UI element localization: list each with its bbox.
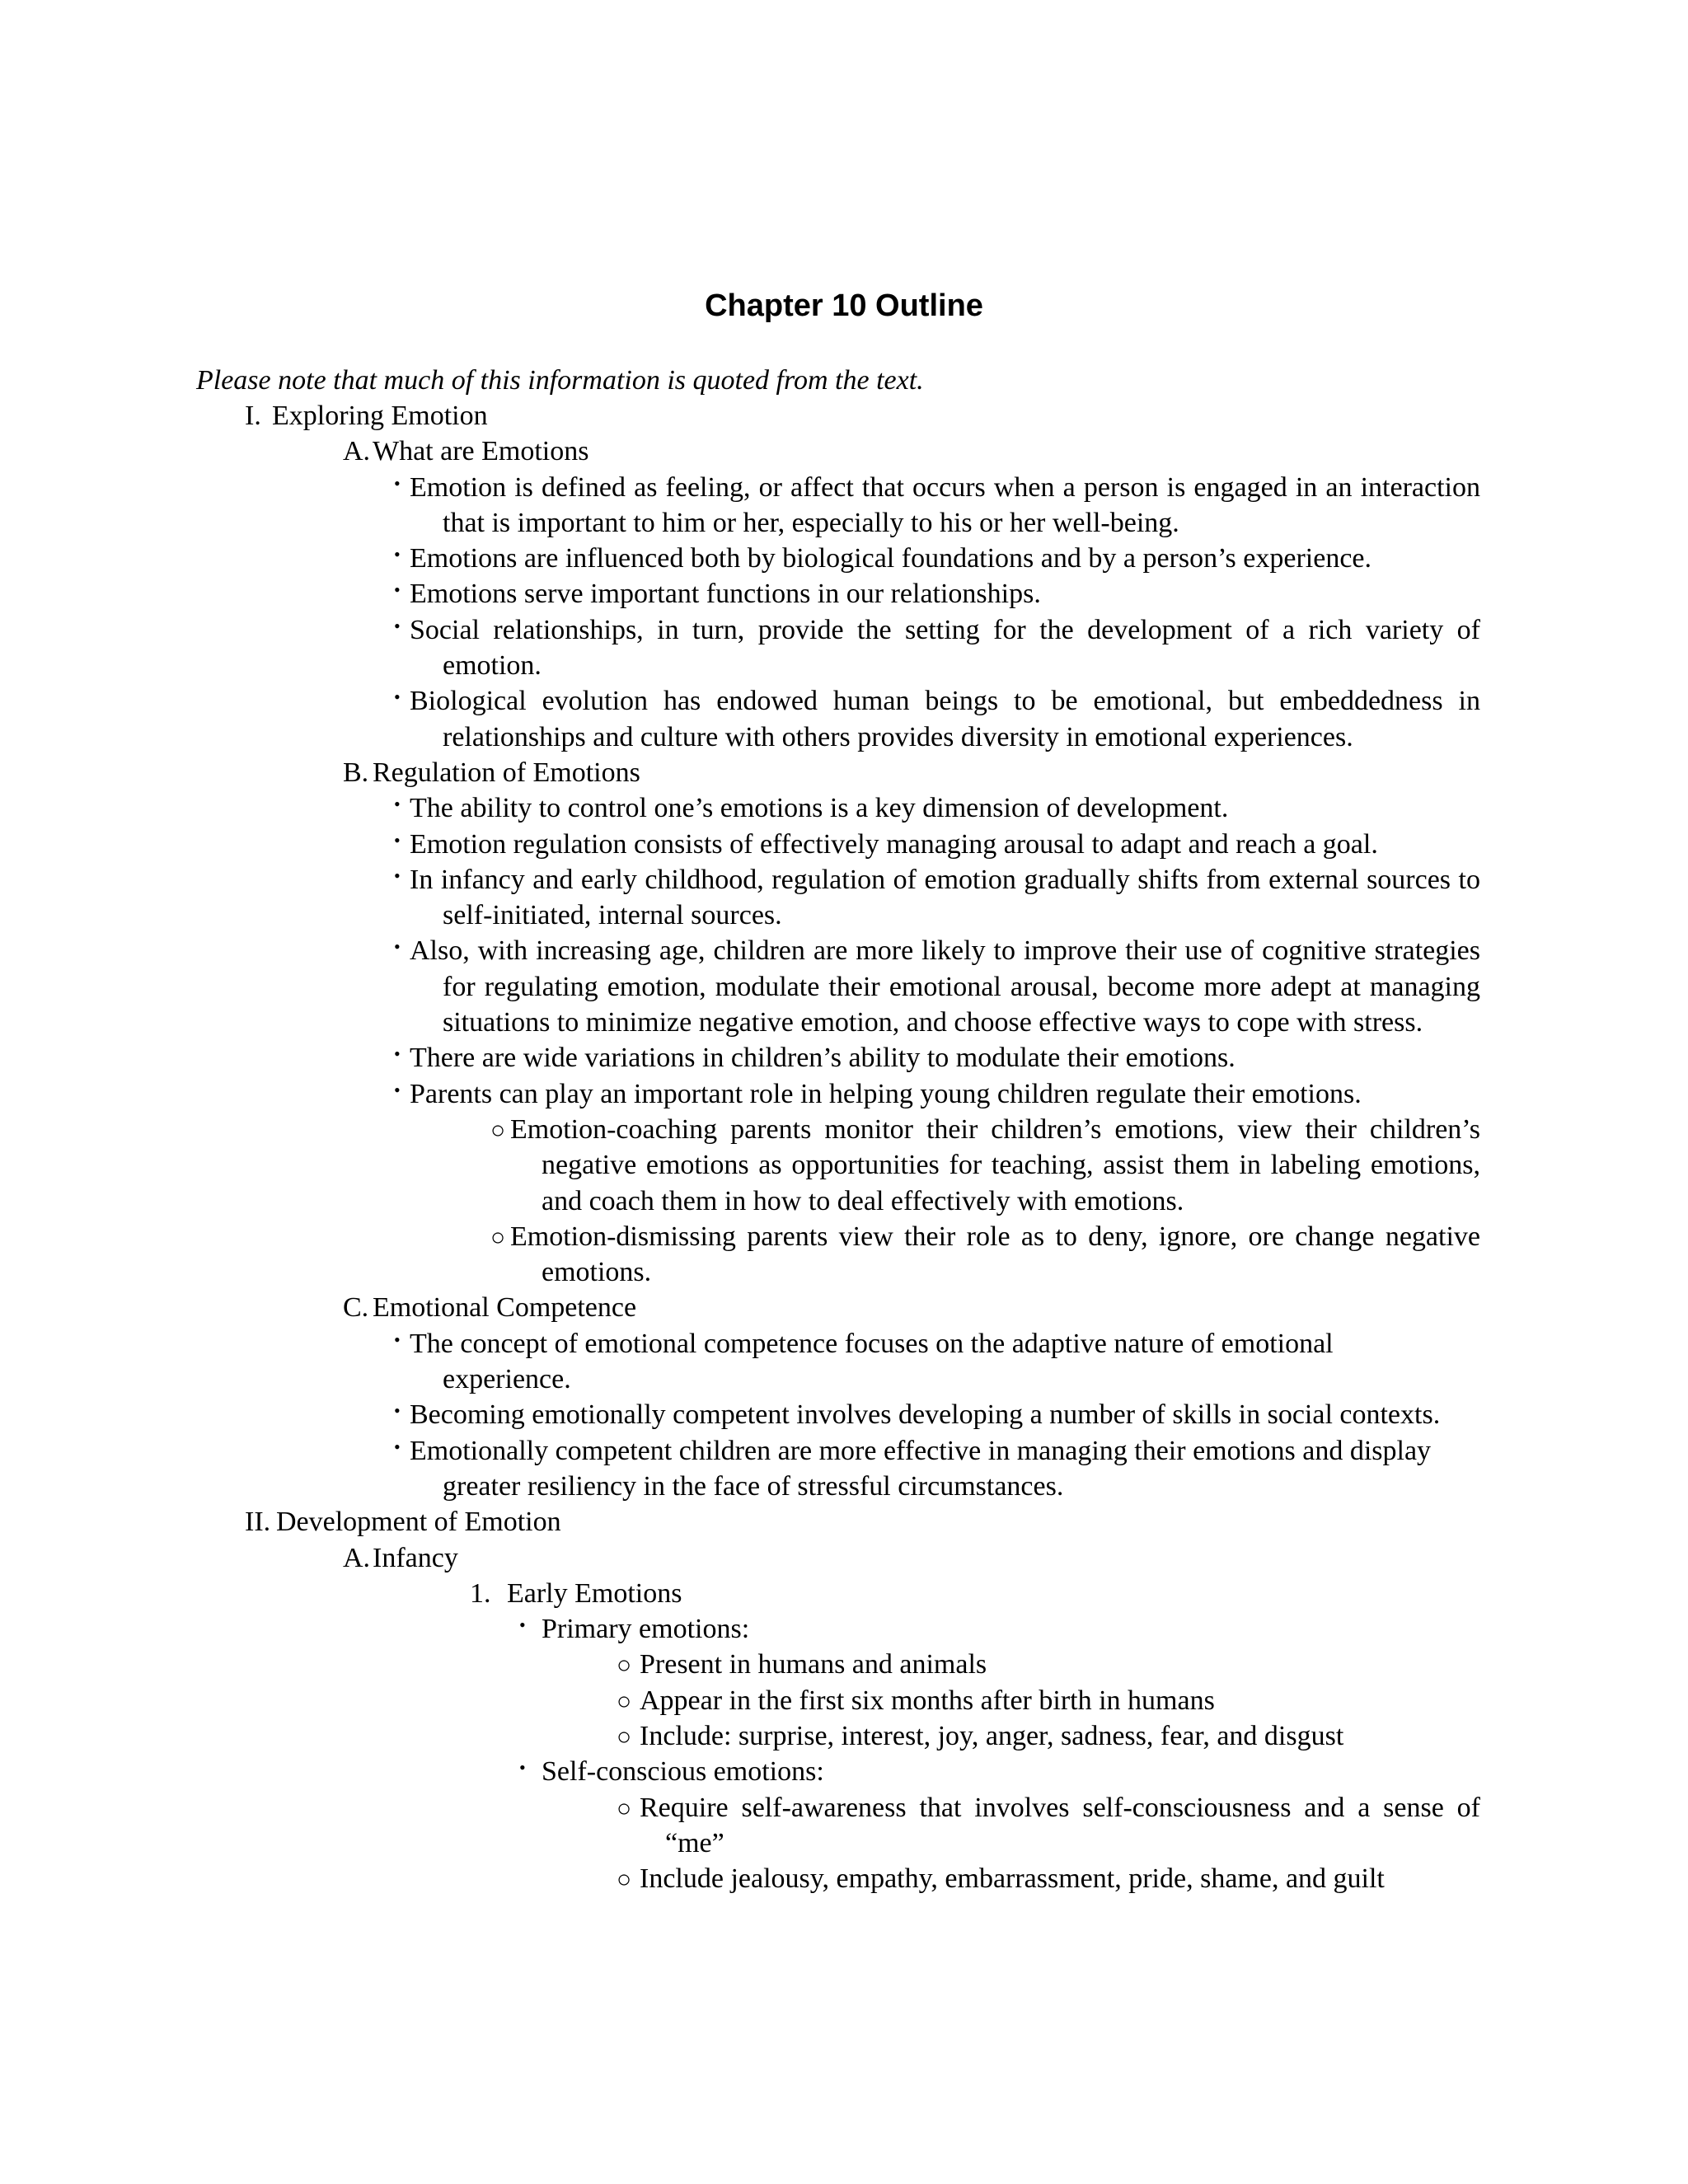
- number-marker: 1.: [470, 1577, 491, 1609]
- section-label: Development of Emotion: [276, 1507, 561, 1538]
- page-title: Chapter 10 Outline: [705, 288, 983, 323]
- sub-bullet-item: [0, 1718, 1688, 1754]
- subsection-label: Regulation of Emotions: [373, 757, 640, 788]
- bullet-icon: •: [394, 1400, 401, 1422]
- subsection-label: Emotional Competence: [373, 1292, 637, 1324]
- bullet-text: The ability to control one’s emotions is a key dimension of development.: [410, 793, 1229, 824]
- subsection-heading: [0, 434, 1688, 469]
- bullet-icon: •: [394, 472, 401, 494]
- sub-bullet-text: Include jealousy, empathy, embarrassment, pride, shame, and guilt: [640, 1863, 1385, 1895]
- bullet-item: [0, 541, 1688, 576]
- bullet-item: [0, 933, 1688, 1040]
- subsection-heading: [0, 1290, 1688, 1325]
- source-note: Please note that much of this information is quoted from the text.: [196, 365, 924, 396]
- sub-bullet-item: [0, 1790, 1688, 1862]
- bullet-text: Emotionally competent children are more effective in managing their emotions and display greater resiliency in the face of stressful circumstances.: [410, 1435, 1432, 1502]
- bullet-text: Emotions are influenced both by biological foundations and by a person’s experience.: [410, 543, 1372, 574]
- outline: [0, 398, 1688, 1896]
- subsection-heading: [0, 755, 1688, 790]
- circle-bullet-icon: ○: [617, 1652, 632, 1680]
- bullet-item: [0, 1397, 1688, 1432]
- letter-marker: B.: [343, 757, 369, 788]
- bullet-item: [0, 790, 1688, 826]
- bullet-item: [0, 827, 1688, 862]
- bullet-text: Social relationships, in turn, provide the setting for the development of a rich variety of emotion.: [410, 614, 1480, 682]
- letter-marker: A.: [343, 436, 371, 467]
- bullet-item: [0, 1433, 1688, 1505]
- bullet-icon: •: [519, 1615, 526, 1636]
- bullet-item: [0, 612, 1688, 684]
- sub-bullet-item: [0, 1683, 1688, 1718]
- circle-bullet-icon: ○: [617, 1722, 632, 1750]
- bullet-item: [0, 470, 1688, 541]
- sub-bullet-item: [0, 1861, 1688, 1896]
- bullet-icon: •: [394, 1329, 401, 1350]
- bullet-icon: •: [394, 579, 401, 601]
- bullet-item: [0, 862, 1688, 934]
- bullet-icon: •: [394, 1436, 401, 1457]
- bullet-text: In infancy and early childhood, regulation of emotion gradually shifts from external sources to self-initiated, internal sources.: [410, 864, 1480, 931]
- bullet-icon: •: [519, 1757, 526, 1779]
- circle-bullet-icon: ○: [617, 1794, 632, 1822]
- sub-bullet-item: [0, 1219, 1688, 1291]
- subsection-heading: [0, 1540, 1688, 1576]
- bullet-icon: •: [394, 794, 401, 815]
- bullet-icon: •: [394, 615, 401, 636]
- roman-numeral: II.: [245, 1507, 271, 1538]
- bullet-item: [0, 1611, 1688, 1647]
- bullet-text: Emotions serve important functions in our relationships.: [410, 579, 1041, 610]
- circle-bullet-icon: ○: [617, 1687, 632, 1715]
- bullet-text: Emotion is defined as feeling, or affect that occurs when a person is engaged in an interaction that is important to him or her, especially to his or her well-being.: [410, 471, 1480, 538]
- bullet-text: Emotion regulation consists of effectively managing arousal to adapt and reach a goal.: [410, 828, 1378, 860]
- bullet-item: [0, 1040, 1688, 1076]
- bullet-text: Primary emotions:: [542, 1614, 750, 1645]
- section-label: Exploring Emotion: [272, 401, 488, 431]
- bullet-icon: •: [394, 687, 401, 708]
- bullet-text: Self-conscious emotions:: [542, 1756, 824, 1788]
- bullet-icon: •: [394, 1079, 401, 1100]
- bullet-item: [0, 683, 1688, 755]
- bullet-text: Biological evolution has endowed human beings to be emotional, but embeddedness in relationships and culture with others provides diversity in emotional experiences.: [410, 686, 1480, 752]
- bullet-item: [0, 1326, 1688, 1398]
- subsection-label: What are Emotions: [373, 436, 589, 467]
- sub-bullet-text: Emotion-coaching parents monitor their children’s emotions, view their children’s negative emotions as opportunities for teaching, assist them in labeling emotions, and coach them in how to deal effectively with emotions.: [510, 1113, 1480, 1216]
- bullet-icon: •: [394, 829, 401, 851]
- sub-bullet-text: Require self-awareness that involves self-consciousness and a sense of “me”: [640, 1792, 1480, 1858]
- numbered-label: Early Emotions: [507, 1577, 682, 1609]
- section-heading: [0, 398, 1688, 434]
- bullet-item: [0, 576, 1688, 612]
- circle-bullet-icon: ○: [490, 1223, 506, 1251]
- letter-marker: C.: [343, 1292, 369, 1324]
- sub-bullet-item: [0, 1647, 1688, 1682]
- sub-bullet-text: Emotion-dismissing parents view their role as to deny, ignore, ore change negative emotions.: [510, 1221, 1480, 1288]
- subsection-label: Infancy: [373, 1542, 458, 1573]
- numbered-heading: [0, 1576, 1688, 1611]
- sub-bullet-text: Appear in the first six months after birth in humans: [640, 1685, 1215, 1716]
- section-heading: [0, 1504, 1688, 1540]
- bullet-icon: •: [394, 936, 401, 958]
- sub-bullet-item: [0, 1112, 1688, 1219]
- roman-numeral: I.: [245, 401, 261, 431]
- letter-marker: A.: [343, 1542, 371, 1573]
- bullet-icon: •: [394, 544, 401, 565]
- bullet-text: Becoming emotionally competent involves developing a number of skills in social contexts.: [410, 1399, 1441, 1431]
- sub-bullet-text: Include: surprise, interest, joy, anger, sadness, fear, and disgust: [640, 1720, 1344, 1751]
- bullet-text: Also, with increasing age, children are more likely to improve their use of cognitive strategies for regulating emotion, modulate their emotional arousal, become more adept at managing situations to minimize negative emotion, and choose effective ways to cope with stress.: [410, 935, 1480, 1038]
- bullet-icon: •: [394, 865, 401, 886]
- circle-bullet-icon: ○: [490, 1116, 506, 1144]
- bullet-text: There are wide variations in children’s ability to modulate their emotions.: [410, 1043, 1236, 1074]
- bullet-icon: •: [394, 1043, 401, 1065]
- sub-bullet-text: Present in humans and animals: [640, 1649, 987, 1680]
- bullet-item: [0, 1076, 1688, 1112]
- bullet-item: [0, 1754, 1688, 1789]
- bullet-text: The concept of emotional competence focuses on the adaptive nature of emotional experience.: [410, 1328, 1334, 1395]
- circle-bullet-icon: ○: [617, 1866, 632, 1894]
- bullet-text: Parents can play an important role in helping young children regulate their emotions.: [410, 1078, 1362, 1109]
